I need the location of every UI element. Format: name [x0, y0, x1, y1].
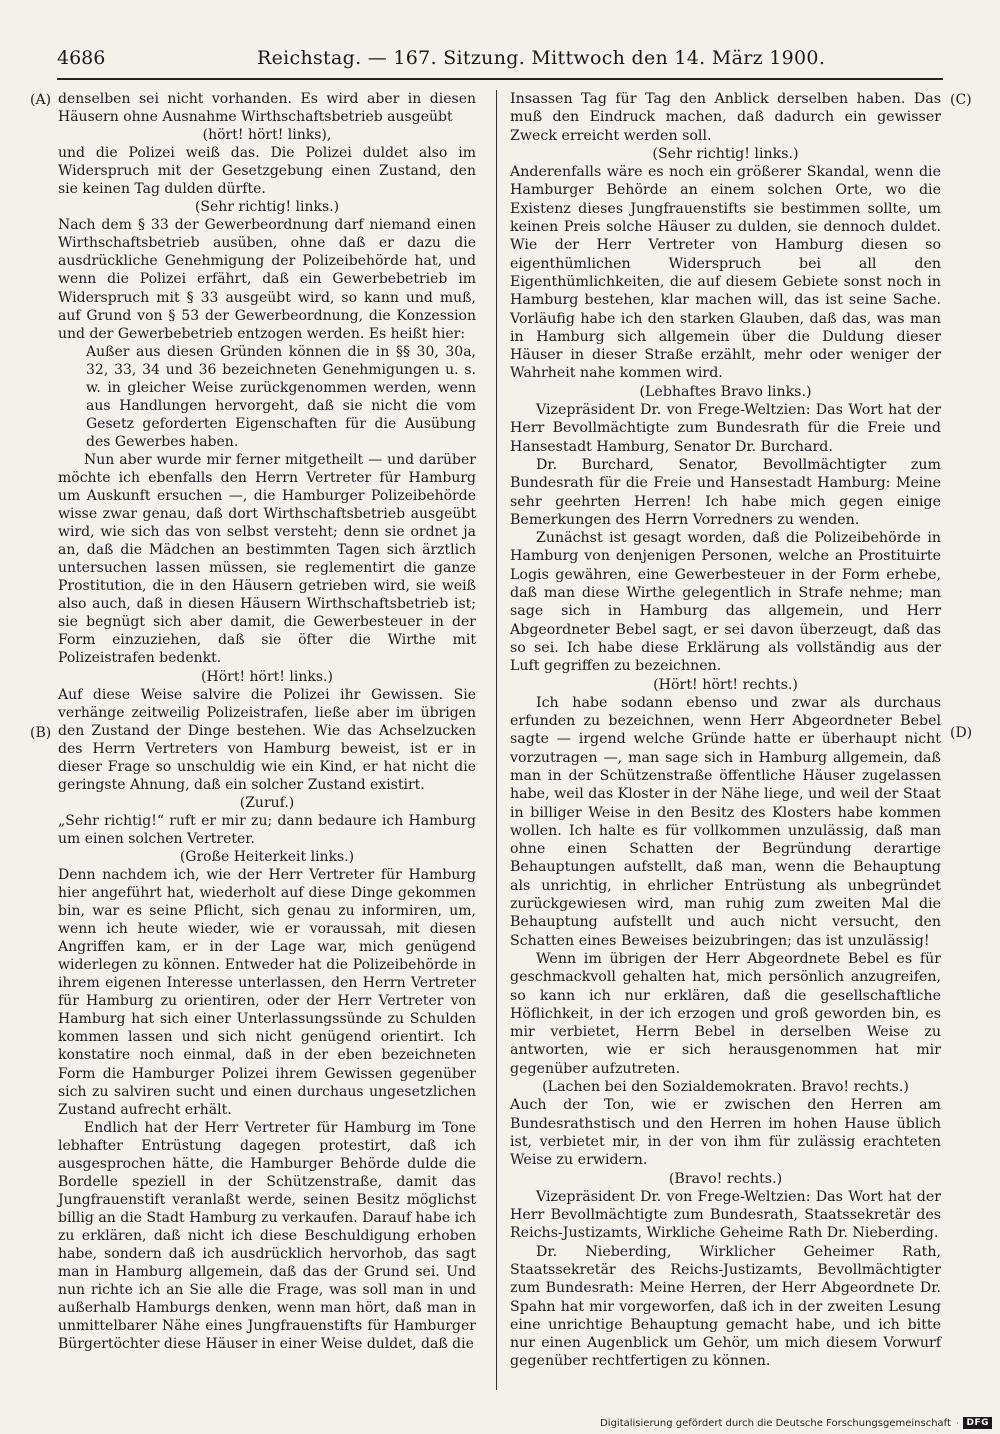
paragraph: Wenn im übrigen der Herr Abgeordnete Bebel es für geschmackvoll gehalten hat, mich persönlich anzugreifen, so kann ich nur erklären, daß die gesellschaftliche Höflichkeit, in der ich erzogen und groß geworden bin, es mir verbietet, Herrn Bebel in derselben Weise zu antworten, wie er sich herausgenommen hat mir gegenüber aufzutreten. — [510, 950, 941, 1077]
right-column — [510, 90, 941, 1371]
margin-marker-a: (A) — [30, 92, 52, 108]
paragraph: und die Polizei weiß das. Die Polizei duldet also im Widerspruch mit der Gesetzgebung einen Zustand, den sie keinen Tag dulden dürfte. — [58, 145, 476, 198]
paragraph: Insassen Tag für Tag den Anblick derselben haben. Das muß den Eindruck machen, daß dadurch ein gewisser Zweck erreicht werden soll. — [510, 91, 941, 144]
paragraph: Zunächst ist gesagt worden, daß die Polizeibehörde in Hamburg von denjenigen Personen, welche an Prostituirte Logis gewähren, eine Gewerbesteuer in der Form erhebe, daß man diese Wirthe gelegentlich in Strafe nehme; man sage sich in Hamburg das allgemein, und Herr Abgeordneter Bebel sagt, er sei davon überzeugt, daß das so sei. Ich habe diese Erklärung als vollständig aus der Luft gegriffen zu bezeichnen. — [510, 530, 941, 675]
paragraph: Anderenfalls wäre es noch ein größerer Skandal, wenn die Hamburger Behörde an einem solchen Orte, wo die Existenz dieses Jungfrauenstifts sie bestimmen sollte, um keinen Preis solche Häuser zu dulden, sie dennoch duldet. Wie der Herr Vertreter von Hamburg diesen so eigenthümlichen Widerspruch bei all den Eigenthümlichkeiten, die auf diesem Gebiete sonst noch in Hamburg bestehen, klar machen will, das ist seine Sache. Vorläufig habe ich den starken Glauben, daß das, was man in Hamburg sich allgemein über die Duldung dieser Häuser in dieser Straße erzählt, mehr oder weniger der Wahrheit nahe kommen wird. — [510, 164, 941, 382]
paragraph: (Hört! hört! links.) — [201, 668, 333, 685]
paragraph: Vizepräsident Dr. von Frege-Weltzien: Das Wort hat der Herr Bevollmächtigte zum Bundesrath, Staatssekretär des Reichs-Justizamts, Wirkliche Geheime Rath Dr. Nieberding. — [510, 1188, 941, 1242]
margin-marker-c: (C) — [950, 92, 972, 108]
paragraph: (Lebhaftes Bravo links.) — [639, 383, 812, 400]
paragraph: (Sehr richtig! links.) — [194, 199, 340, 216]
column-divider — [496, 90, 497, 1390]
paragraph: (Zuruf.) — [239, 794, 295, 811]
dfg-logo-icon: DFG — [963, 1417, 992, 1429]
paragraph: Ich habe sodann ebenso und zwar als durchaus erfunden zu bezeichnen, wenn Herr Abgeordneter Bebel sagte — irgend welche Gründe hatte er überhaupt nicht vorzutragen —, man sage sich in Hamburg allgemein, daß man in der Schützenstraße öffentliche Häuser zugelassen habe, weil das Kloster in der Nähe liege, und weil der Staat in billiger Weise in den Besitz des Klosters habe kommen wollen. Ich halte es für vollkommen unzulässig, daß man ohne einen Schatten der Begründung derartige Behauptungen aufstellt, daß man, wenn die Behauptung als unrichtig, in ehrlicher Entrüstung als unbegründet zurückgewiesen wird, man ruhig zum zweiten Mal die Behauptung aufstellt und auch nicht versucht, den Schatten eines Beweises beizubringen; das ist unzulässig! — [510, 694, 941, 949]
paragraph: Denn nachdem ich, wie der Herr Vertreter für Hamburg hier angeführt hat, wiederholt auf diese Dinge gekommen bin, war es seine Pflicht, sich genau zu informiren, um, wenn ich heute wieder, wie er voraussah, mit diesen Angriffen kam, er in der Lage war, mich genügend widerlegen zu können. Entweder hat die Polizeibehörde in ihrem eigenen Interesse unterlassen, den Herrn Vertreter für Hamburg zu orientiren, oder der Herr Vertreter von Hamburg hat sich einer Unterlassungssünde zu Schulden kommen lassen und sich nicht genügend orientirt. Ich konstatire noch einmal, daß in der eben bezeichneten Form die Hamburger Polizei ihrem Gewissen gegenüber sich zu salviren sucht und einen durchaus ungesetzlichen Zustand aufrecht erhält. — [58, 867, 476, 1118]
paragraph: „Sehr richtig!“ ruft er mir zu; dann bedaure ich Hamburg um einen solchen Vertreter. — [58, 812, 476, 847]
paragraph: (Hört! hört! rechts.) — [653, 676, 798, 693]
paragraph: Nun aber wurde mir ferner mitgetheilt — und darüber möchte ich ebenfalls den Herrn Vertreter für Hamburg um Auskunft ersuchen —, die Hamburger Polizeibehörde wisse zwar genau, daß dort Wirthschaftsbetrieb ausgeübt wird, wie sich das von selbst versteht; denn sie ordnet ja an, daß die Mädchen an bestimmten Tagen sich ärztlich untersuchen lassen müssen, sie reglementirt die ganze Prostitution, die in den Häusern getrieben wird, sie weiß also auch, daß in diesen Häusern Wirthschaftsbetrieb ist; sie begnügt sich aber damit, die Gewerbesteuer in der Form einzuziehen, daß sie öfter die Wirthe mit Polizeistrafen bedenkt. — [58, 451, 476, 667]
paragraph: Nach dem § 33 der Gewerbeordnung darf niemand einen Wirthschaftsbetrieb ausüben, ohne daß er dazu die ausdrückliche Genehmigung der Polizeibehörde hat, und wenn die Polizei erfährt, daß ein Gewerbebetrieb im Widerspruch mit § 33 ausgeübt wird, so kann und muß, auf Grund von § 53 der Gewerbeordnung, die Konzession und der Gewerbebetrieb entzogen werden. Es heißt hier: — [58, 217, 476, 342]
separator-dot: · — [955, 1418, 959, 1428]
paragraph: (Lachen bei den Sozialdemokraten. Bravo! rechts.) — [542, 1079, 909, 1096]
paragraph: Auch der Ton, wie er zwischen den Herren am Bundesrathstisch und den Herren im hohen Hause üblich ist, verbietet mir, in der von ihm für zulässig erachteten Weise zu erwidern. — [510, 1097, 941, 1169]
paragraph: Vizepräsident Dr. von Frege-Weltzien: Das Wort hat der Herr Bevollmächtigte zum Bundesrath für die Freie und Hansestadt Hamburg, Senator Dr. Burchard. — [510, 402, 941, 455]
footer-credit: Digitalisierung gefördert durch die Deutsche Forschungsgemeinschaft — [600, 1417, 951, 1429]
left-column — [58, 90, 476, 1353]
paragraph: Dr. Burchard, Senator, Bevollmächtigter zum Bundesrath für die Freie und Hansestadt Hamburg: Meine sehr geehrten Herren! Ich habe mich gegen einige Bemerkungen des Herrn Vorredners zu wenden. — [510, 456, 941, 528]
paragraph: (Große Heiterkeit links.) — [179, 848, 355, 865]
page-title: Reichstag. — 167. Sitzung. Mittwoch den 14. März 1900. — [257, 47, 826, 69]
paragraph: Außer aus diesen Gründen können die in §§ 30, 30a, 32, 33, 34 und 36 bezeichneten Genehmigungen u. s. w. in gleicher Weise zurückgenommen werden, wenn aus Handlungen hervorgeht, daß sie nicht die vom Gesetz geforderten Eigenschaften für die Ausübung des Gewerbes haben. — [86, 343, 476, 450]
paragraph: Auf diese Weise salvire die Polizei ihr Gewissen. Sie verhänge zeitweilig Polizeistrafen, ließe aber im übrigen den Zustand der Dinge bestehen. Wie das Achselzucken des Herrn Vertreters von Hamburg beweist, ist er in dieser Frage so unschuldig wie ein Kind, er hat nicht die geringste Ahnung, daß ein solcher Zustand existirt. — [58, 686, 476, 793]
paragraph: (Bravo! rechts.) — [668, 1170, 783, 1187]
header-rule — [57, 78, 943, 80]
footer — [600, 1415, 992, 1431]
page-number: 4686 — [57, 47, 106, 69]
page-header — [57, 43, 943, 77]
paragraph: denselben sei nicht vorhanden. Es wird aber in diesen Häusern ohne Ausnahme Wirthschaftsbetrieb ausgeübt — [58, 91, 476, 126]
margin-marker-d: (D) — [950, 725, 973, 741]
paragraph: Dr. Nieberding, Wirklicher Geheimer Rath, Staatssekretär des Reichs-Justizamts, Bevollmächtigter zum Bundesrath: Meine Herren, der Herr Abgeordnete Dr. Spahn hat mir vorgeworfen, daß ich in der zweiten Lesung eine unrichtige Behauptung gemacht habe, und ich bitte nur einen Augenblick um Gehör, um mich diesem Vorwurf gegenüber rechtfertigen zu können. — [510, 1243, 941, 1370]
paragraph: (Sehr richtig! links.) — [652, 145, 799, 162]
margin-marker-b: (B) — [30, 725, 52, 741]
paragraph: (hört! hört! links), — [202, 127, 332, 144]
paragraph: Endlich hat der Herr Vertreter für Hamburg im Tone lebhafter Entrüstung dagegen protestirt, daß ich ausgesprochen hätte, die Hamburger Behörde dulde die Bordelle speziell in der Schützenstraße, damit das Jungfrauenstift veranlaßt werde, seinen Besitz möglichst billig an die Stadt Hamburg zu verkaufen. Darauf habe ich zu erklären, daß nicht ich diese Beschuldigung erhoben habe, sondern daß ich ausdrücklich hervorhob, das sagt man in Hamburg allgemein, daß das der Grund sei. Und nun richte ich an Sie alle die Frage, was soll man in und außerhalb Hamburgs denken, wenn man hört, daß man in unmittelbarer Nähe eines Jungfrauenstifts für Hamburger Bürgertöchter diese Häuser in einer Weise duldet, daß die — [58, 1119, 476, 1353]
